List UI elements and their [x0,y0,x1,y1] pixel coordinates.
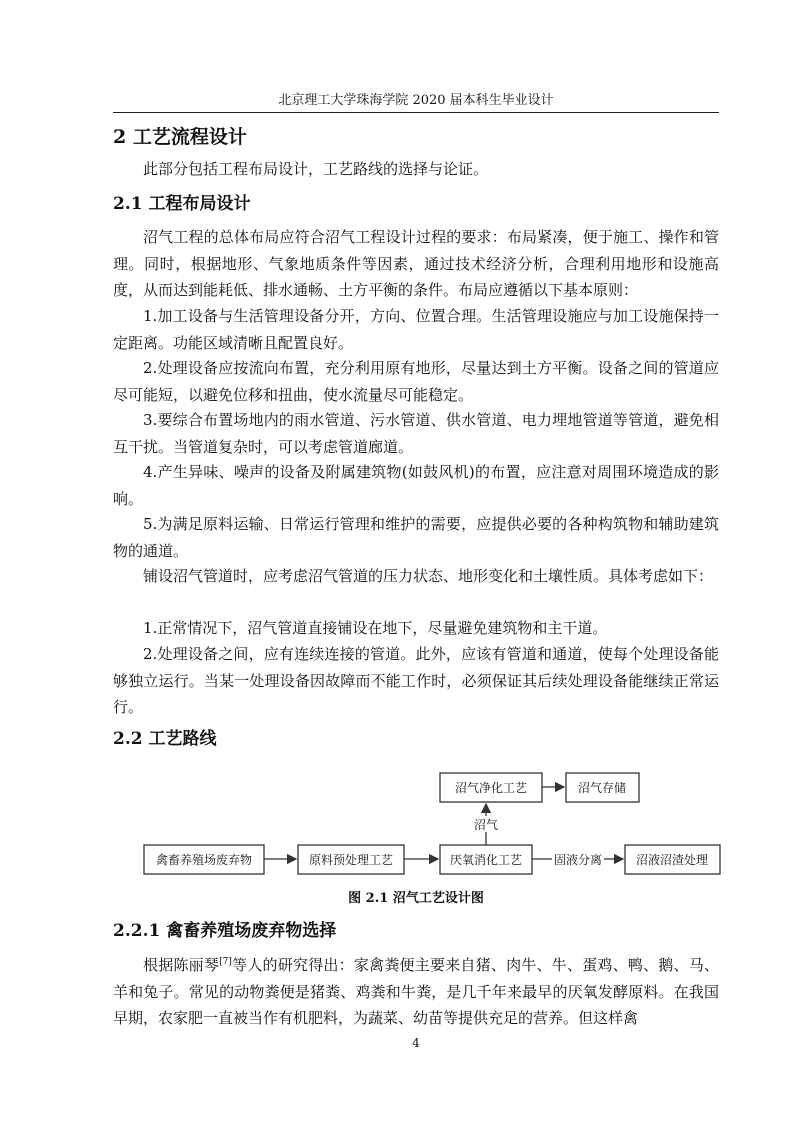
paragraph: 4.产生异味、噪声的设备及附属建筑物(如鼓风机)的布置，应注意对周围环境造成的影响。 [113,463,719,508]
paragraph: 铺设沼气管道时，应考虑沼气管道的压力状态、地形变化和土壤性质。具体考虑如下： [143,567,714,585]
paragraph: 1.加工设备与生活管理设备分开，方向、位置合理。生活管理设施应与加工设施保持一定距离。功能区域清晰且配置良好。 [113,307,719,352]
section-2-title: 2 工艺流程设计 [113,126,247,148]
paragraph [113,952,719,1032]
livestock-waste-label: 禽畜养殖场废弃物 [155,853,253,867]
section-2-1-title: 2.1 工程布局设计 [113,194,251,214]
paragraph: 2.处理设备应按流向布置，充分利用原有地形，尽量达到土方平衡。设备之间的管道应尽可能短，以避免位移和扭曲，使水流量尽可能稳定。 [113,359,719,404]
pretreatment-label: 原料预处理工艺 [308,853,394,867]
section-2-intro: 此部分包括工程布局设计，工艺路线的选择与论证。 [143,160,489,178]
paragraph: 5.为满足原料运输、日常运行管理和维护的需要，应提供必要的各种构筑物和辅助建筑物的通道。 [113,515,719,560]
edge-label-biogas: 沼气 [473,818,499,832]
biogas-purification-label: 沼气净化工艺 [454,781,528,795]
section-2-2-title: 2.2 工艺路线 [113,729,217,749]
page-number: 4 [412,1036,420,1050]
page-header: 北京理工大学珠海学院 2020 届本科生毕业设计 [113,90,719,113]
paragraph: 2.处理设备之间，应有连续连接的管道。此外，应该有管道和通道，使每个处理设备能够独立运行。当某一处理设备因故障而不能工作时，必须保证其后续处理设备能继续正常运行。 [113,645,719,716]
biogas-storage-label: 沼气存储 [577,781,627,795]
text-run: 根据陈丽琴 [143,956,220,974]
citation-reference: [7] [219,957,232,967]
text-run: 等人的研究得出：家禽粪便主要来自猪、肉牛、牛、蛋鸡、鸭、鹅、马、羊和兔子。常见的动物粪便是猪粪、鸡粪和牛粪，是几千年来最早的厌氧发酵原料。在我国早期，农家肥一直被当作有机肥料，为蔬菜、幼苗等提供充足的营养。但这样禽 [113,956,719,1027]
paragraph: 沼气工程的总体布局应符合沼气工程设计过程的要求：布局紧凑，便于施工、操作和管理。同时，根据地形、气象地质条件等因素，通过技术经济分析，合理利用地形和设施高度，从而达到能耗低、排水通畅、土方平衡的条件。布局应遵循以下基本原则： [113,228,719,299]
paragraph: 3.要综合布置场地内的雨水管道、污水管道、供水管道、电力埋地管道等管道，避免相互干扰。当管道复杂时，可以考虑管道廊道。 [113,411,719,456]
paragraph: 1.正常情况下，沼气管道直接铺设在地下，尽量避免建筑物和主干道。 [143,619,608,637]
residue-treatment-label: 沼液沼渣处理 [635,853,709,867]
anaerobic-digestion-label: 厌氧消化工艺 [449,853,523,867]
figure-caption: 图 2.1 沼气工艺设计图 [348,891,484,906]
section-2-2-1-title: 2.2.1 禽畜养殖场废弃物选择 [113,921,337,941]
edge-label-separation: 固液分离 [553,853,603,867]
